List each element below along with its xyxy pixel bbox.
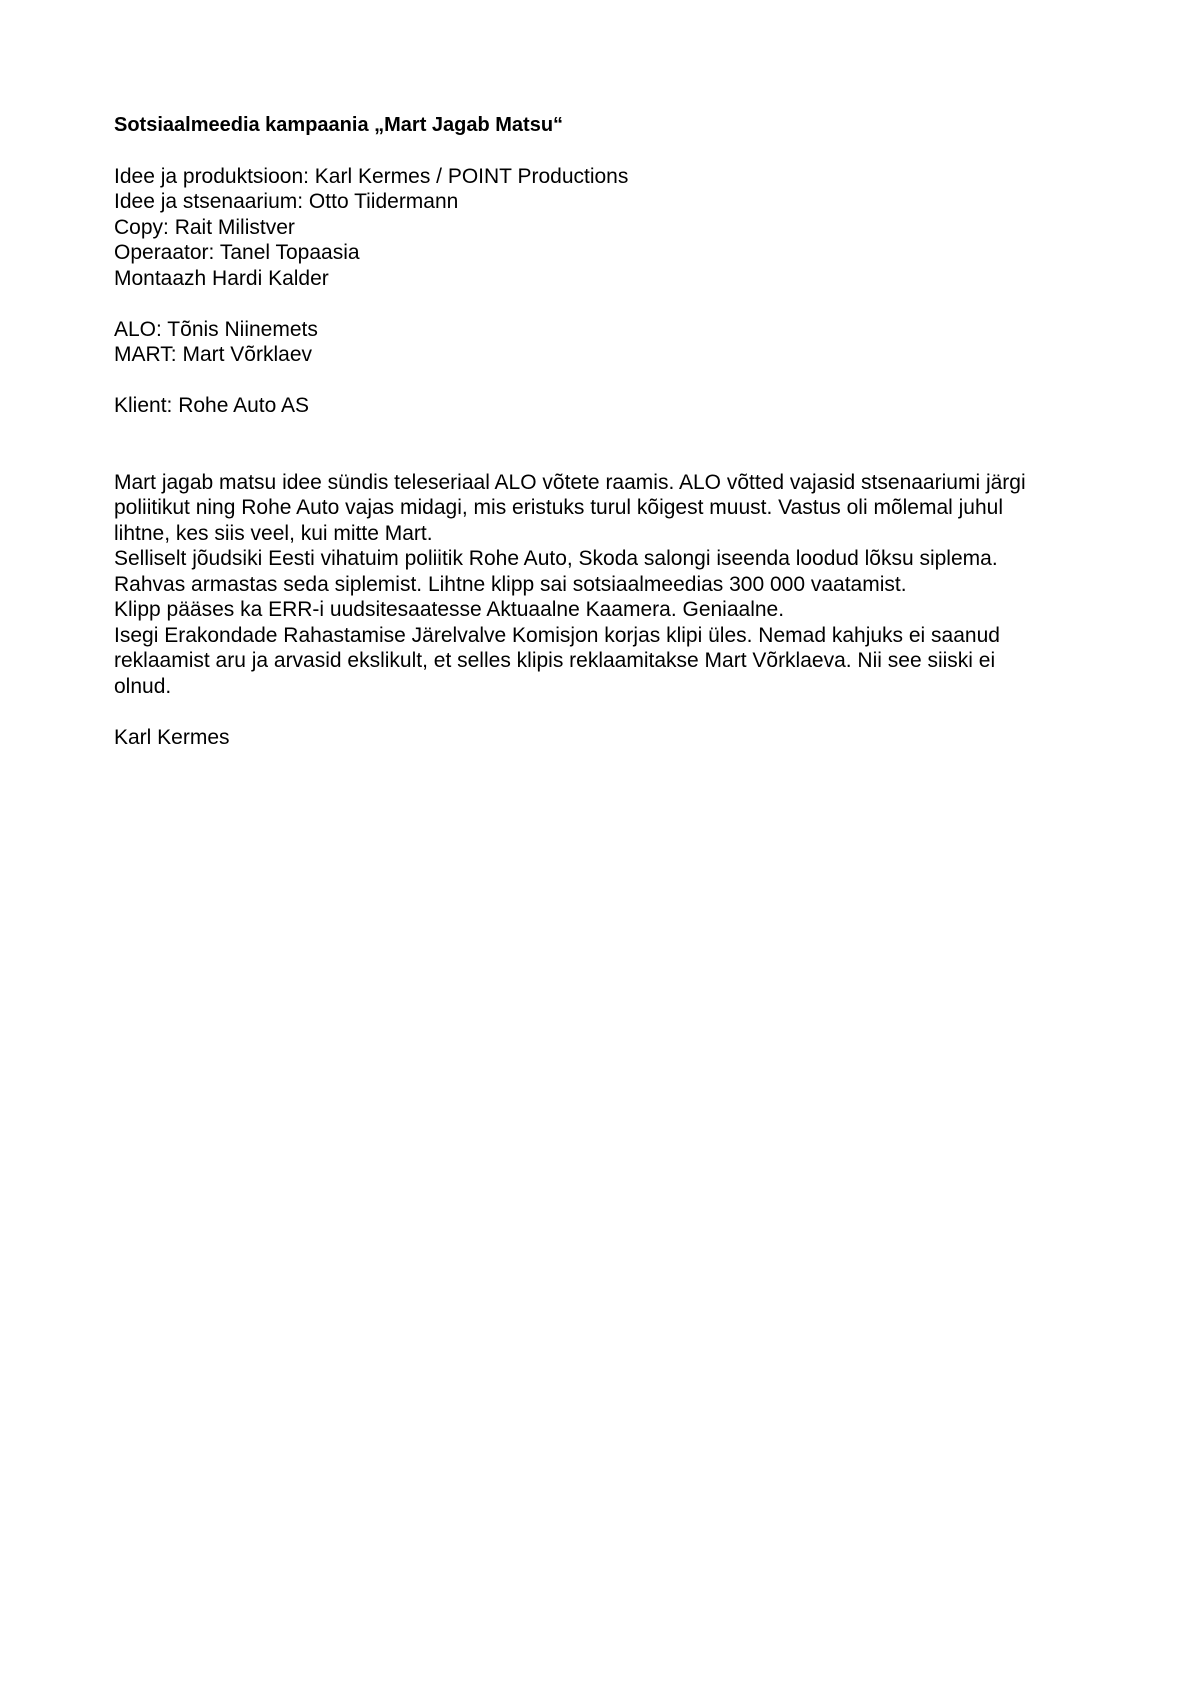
- client-line: Klient: Rohe Auto AS: [114, 394, 309, 417]
- spacer: [114, 291, 1089, 317]
- document-title: Sotsiaalmeedia kampaania „Mart Jagab Matsu“: [114, 114, 564, 136]
- credit-line: Idee ja stsenaarium: Otto Tiidermann: [114, 190, 459, 213]
- cast-line: MART: Mart Võrklaev: [114, 343, 312, 366]
- credit-line: Operaator: Tanel Topaasia: [114, 241, 360, 264]
- body-line: olnud.: [114, 674, 172, 698]
- credit-line: Copy: Rait Milistver: [114, 215, 295, 239]
- spacer: [114, 138, 1089, 164]
- body-line: Selliselt jõudsiki Eesti vihatuim poliitik Rohe Auto, Skoda salongi iseenda loodud lõksu siplema.: [114, 547, 998, 570]
- signature: Karl Kermes: [114, 725, 230, 749]
- spacer: [114, 419, 1089, 470]
- credits-block: [114, 164, 1089, 292]
- credit-line: Montaazh Hardi Kalder: [114, 266, 329, 290]
- body-line: Rahvas armastas seda siplemist. Lihtne klipp sai sotsiaalmeedias 300 000 vaatamist.: [114, 572, 907, 596]
- spacer: [114, 699, 1089, 725]
- body-line: poliitikut ning Rohe Auto vajas midagi, mis eristuks turul kõigest muust. Vastus oli mõlemal juhul: [114, 496, 1004, 519]
- body-block: [114, 470, 1089, 700]
- body-line: lihtne, kes siis veel, kui mitte Mart.: [114, 521, 433, 545]
- body-line: Klipp pääses ka ERR-i uudsitesaatesse Aktuaalne Kaamera. Geniaalne.: [114, 598, 785, 621]
- spacer: [114, 368, 1089, 394]
- cast-block: [114, 317, 1089, 368]
- cast-line: ALO: Tõnis Niinemets: [114, 317, 318, 341]
- body-line: reklaamist aru ja arvasid ekslikult, et selles klipis reklaamitakse Mart Võrklaeva. Nii see siiski ei: [114, 649, 996, 672]
- credit-line: Idee ja produktsioon: Karl Kermes / POINT Productions: [114, 164, 629, 188]
- document-content: [114, 113, 1089, 750]
- body-line: Mart jagab matsu idee sündis teleseriaal ALO võtete raamis. ALO võtted vajasid stsenaariumi järgi: [114, 470, 1026, 494]
- body-line: Isegi Erakondade Rahastamise Järelvalve Komisjon korjas klipi üles. Nemad kahjuks ei saanud: [114, 623, 1000, 647]
